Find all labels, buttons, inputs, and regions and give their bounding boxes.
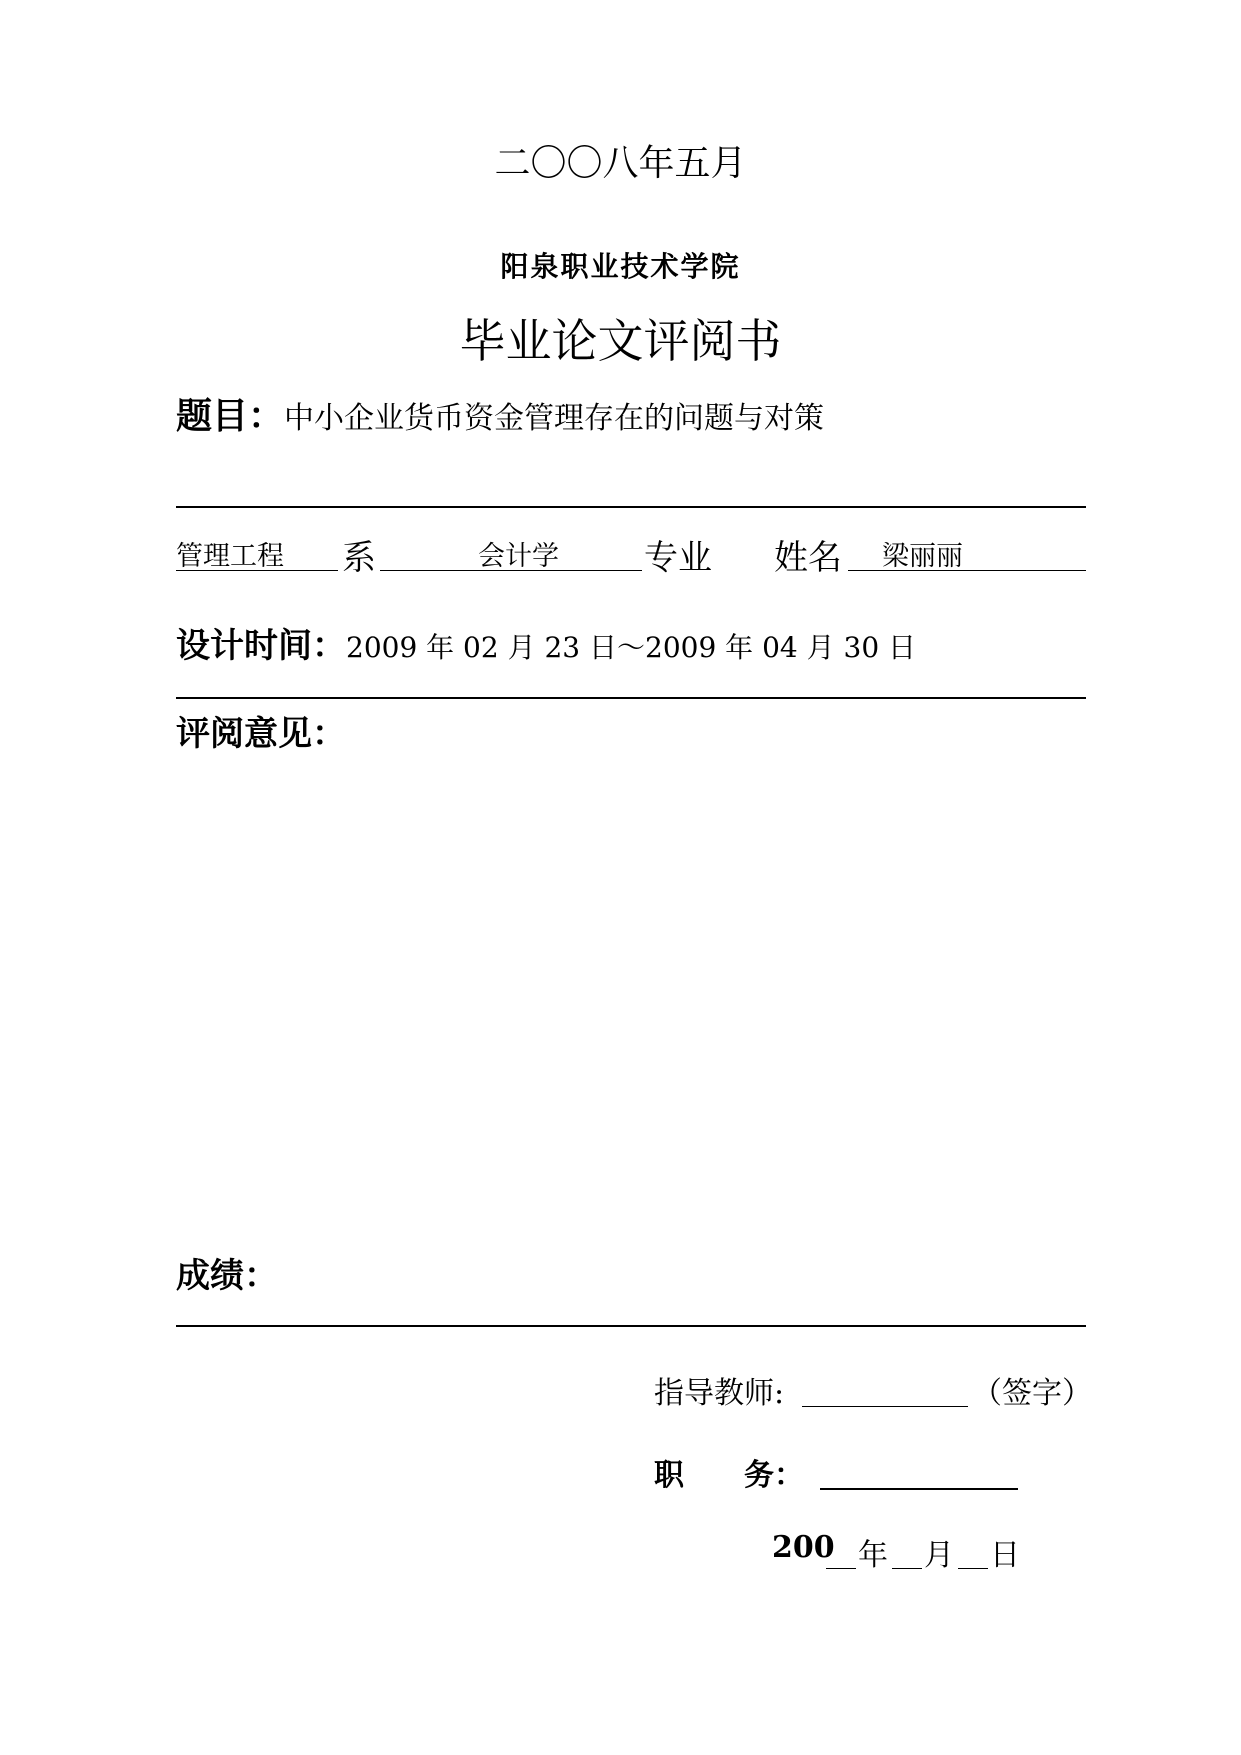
year-blank (826, 1568, 856, 1569)
topic-rule (176, 506, 1086, 508)
topic-value: 中小企业货币资金管理存在的问题与对策 (284, 401, 825, 436)
major-underline (380, 570, 642, 571)
grade-rule (176, 1325, 1086, 1327)
position-label: 职 务： (654, 1458, 804, 1493)
position-line (820, 1488, 1018, 1490)
design-time-value: 2009 年 02 月 23 日～2009 年 04 月 30 日 (346, 631, 917, 664)
month-blank (892, 1568, 922, 1569)
review-date-prefix: 200 (772, 1530, 835, 1565)
year-char: 年 (858, 1538, 888, 1573)
department-value: 管理工程 (176, 541, 284, 572)
document-title: 毕业论文评阅书 (459, 314, 782, 368)
major-value: 会计学 (478, 541, 559, 572)
name-underline (848, 570, 1086, 571)
design-time-rule (176, 697, 1086, 699)
grade-label: 成绩： (176, 1256, 278, 1296)
design-time-row (176, 618, 916, 667)
topic-label: 题目： (176, 395, 285, 437)
advisor-signature-line (802, 1406, 968, 1407)
name-value: 梁丽丽 (882, 541, 963, 572)
topic-row (176, 388, 824, 439)
day-char: 日 (990, 1538, 1020, 1573)
design-time-label: 设计时间： (176, 626, 346, 666)
day-blank (958, 1568, 988, 1569)
major-label: 专业 (644, 538, 712, 578)
month-char: 月 (924, 1538, 954, 1573)
name-label: 姓名 (774, 538, 842, 578)
advisor-label: 指导教师: (654, 1376, 785, 1411)
sign-note: （签字） (972, 1376, 1092, 1411)
department-underline (176, 570, 338, 571)
date-header: 二〇〇八年五月 (494, 143, 747, 184)
review-label: 评阅意见： (176, 714, 346, 754)
institution-name: 阳泉职业技术学院 (500, 250, 741, 283)
department-label: 系 (342, 538, 376, 578)
